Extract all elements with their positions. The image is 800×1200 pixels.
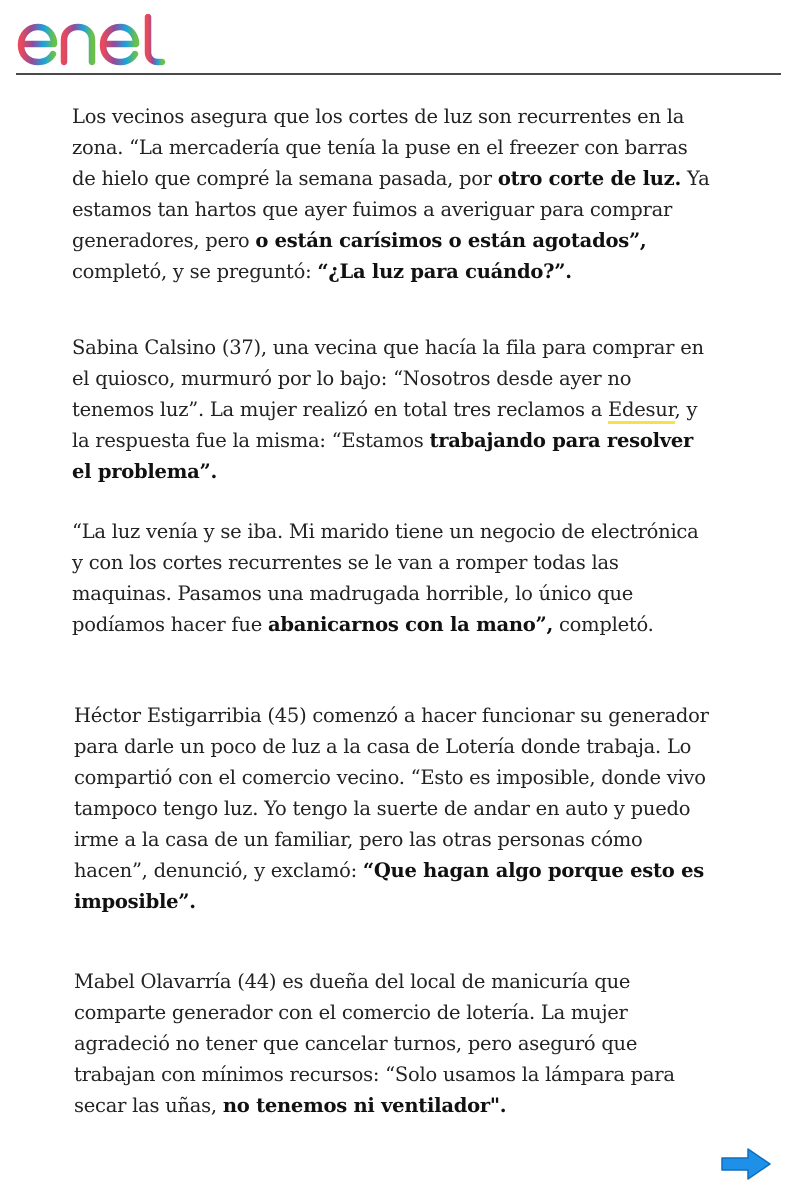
paragraph-1 bbox=[72, 101, 712, 287]
bold-text: o están carísimos o están agotados”, bbox=[255, 229, 647, 252]
bold-text: abanicarnos con la mano”, bbox=[267, 613, 554, 636]
paragraph-4 bbox=[74, 700, 714, 917]
bold-text: “¿La luz para cuándo?”. bbox=[317, 260, 572, 283]
paragraph-text: “La luz venía y se iba. Mi marido tiene un negocio de electrónica y con los cortes recurrentes se le van a romper todas las maquinas. Pasamos una madrugada horrible, lo único que podíamos hacer fue bbox=[72, 520, 699, 636]
paragraph-5 bbox=[74, 966, 714, 1121]
bold-text: otro corte de luz. bbox=[497, 167, 682, 190]
paragraph-text: Sabina Calsino (37), una vecina que hacía la fila para comprar en el quiosco, murmuró por lo bajo: “Nosotros desde ayer no tenemos luz”. La mujer realizó en total tres reclamos a bbox=[72, 336, 704, 421]
enel-logo[interactable] bbox=[16, 14, 176, 68]
paragraph-text: completó, y se preguntó: bbox=[72, 260, 318, 283]
right-arrow-icon[interactable] bbox=[720, 1146, 772, 1182]
paragraph-text: Héctor Estigarribia (45) comenzó a hacer funcionar su generador para darle un poco de luz a la casa de Lotería donde trabaja. Lo compartió con el comercio vecino. “Esto es imposible, donde vivo tampoco tengo luz. Yo tengo la suerte de andar en auto y puedo irme a la casa de un familiar, pero las otras personas cómo hacen”, denunció, y exclamó: bbox=[74, 704, 709, 882]
header-divider bbox=[16, 73, 781, 75]
bold-text: trabajando para resolver el problema”. bbox=[72, 429, 694, 483]
bold-text: no tenemos ni ventilador". bbox=[222, 1094, 507, 1117]
paragraph-text: Ya estamos tan hartos que ayer fuimos a averiguar para comprar generadores, pero bbox=[72, 167, 710, 252]
edesur-link[interactable]: Edesur bbox=[608, 398, 675, 424]
paragraph-3 bbox=[72, 516, 712, 640]
bold-text: “Que hagan algo porque esto es imposible”. bbox=[74, 859, 704, 913]
paragraph-text: , y la respuesta fue la misma: “Estamos bbox=[72, 398, 698, 452]
paragraph-text: Los vecinos asegura que los cortes de luz son recurrentes en la zona. “La mercadería que tenía la puse en el freezer con barras de hielo que compré la semana pasada, por bbox=[72, 105, 688, 190]
page-header bbox=[0, 0, 800, 76]
paragraph-2 bbox=[72, 332, 712, 487]
paragraph-text: completó. bbox=[553, 613, 654, 636]
paragraph-text: Mabel Olavarría (44) es dueña del local de manicuría que comparte generador con el comercio de lotería. La mujer agradeció no tener que cancelar turnos, pero aseguró que trabajan con mínimos recursos: “Solo usamos la lámpara para secar las uñas, bbox=[74, 970, 675, 1117]
